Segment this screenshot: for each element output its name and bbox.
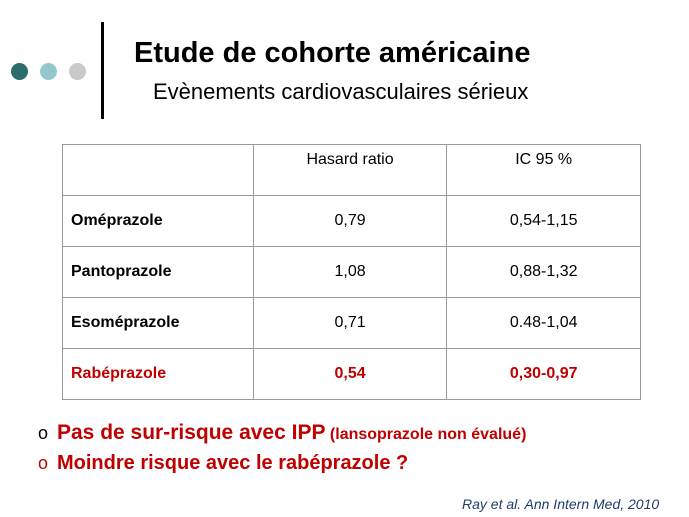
table-row-highlighted: [63, 349, 641, 400]
hazard-ratio-cell: 0,79: [253, 196, 447, 247]
header-cell-ci: IC 95 %: [447, 145, 641, 196]
ci-cell: 0,30-0,97: [447, 349, 641, 400]
ci-cell: 0.48-1,04: [447, 298, 641, 349]
ci-cell: 0,88-1,32: [447, 247, 641, 298]
ci-cell: 0,54-1,15: [447, 196, 641, 247]
drug-name-cell: Rabéprazole: [63, 349, 254, 400]
results-table: [62, 144, 641, 400]
hazard-ratio-cell: 0,71: [253, 298, 447, 349]
bullet-main-text: Pas de sur-risque avec IPP: [57, 421, 326, 444]
decorative-dot-dark: [11, 63, 28, 80]
drug-name-cell: Oméprazole: [63, 196, 254, 247]
header-cell-hazard-ratio: Hasard ratio: [253, 145, 447, 196]
citation: Ray et al. Ann Intern Med, 2010: [462, 496, 660, 512]
decorative-dot-gray: [69, 63, 86, 80]
header-cell-empty: [63, 145, 254, 196]
bullet-aside-text: (lansoprazole non évalué): [325, 426, 527, 443]
table-row: [63, 298, 641, 349]
conclusion-list: [38, 419, 526, 479]
table-header-row: [63, 145, 641, 196]
decorative-dot-light: [40, 63, 57, 80]
table-row: [63, 247, 641, 298]
hazard-ratio-cell: 1,08: [253, 247, 447, 298]
slide-title: Etude de cohorte américaine: [134, 37, 531, 69]
table-row: [63, 196, 641, 247]
bullet-circle-icon: o: [38, 453, 49, 473]
hazard-ratio-cell: 0,54: [253, 349, 447, 400]
bullet-main-text: Moindre risque avec le rabéprazole ?: [57, 452, 409, 474]
bullet-circle-icon: o: [38, 423, 49, 443]
list-item: [38, 449, 526, 479]
drug-name-cell: Esoméprazole: [63, 298, 254, 349]
title-divider: [101, 22, 104, 119]
drug-name-cell: Pantoprazole: [63, 247, 254, 298]
list-item: [38, 419, 526, 449]
slide-subtitle: Evènements cardiovasculaires sérieux: [153, 79, 529, 104]
